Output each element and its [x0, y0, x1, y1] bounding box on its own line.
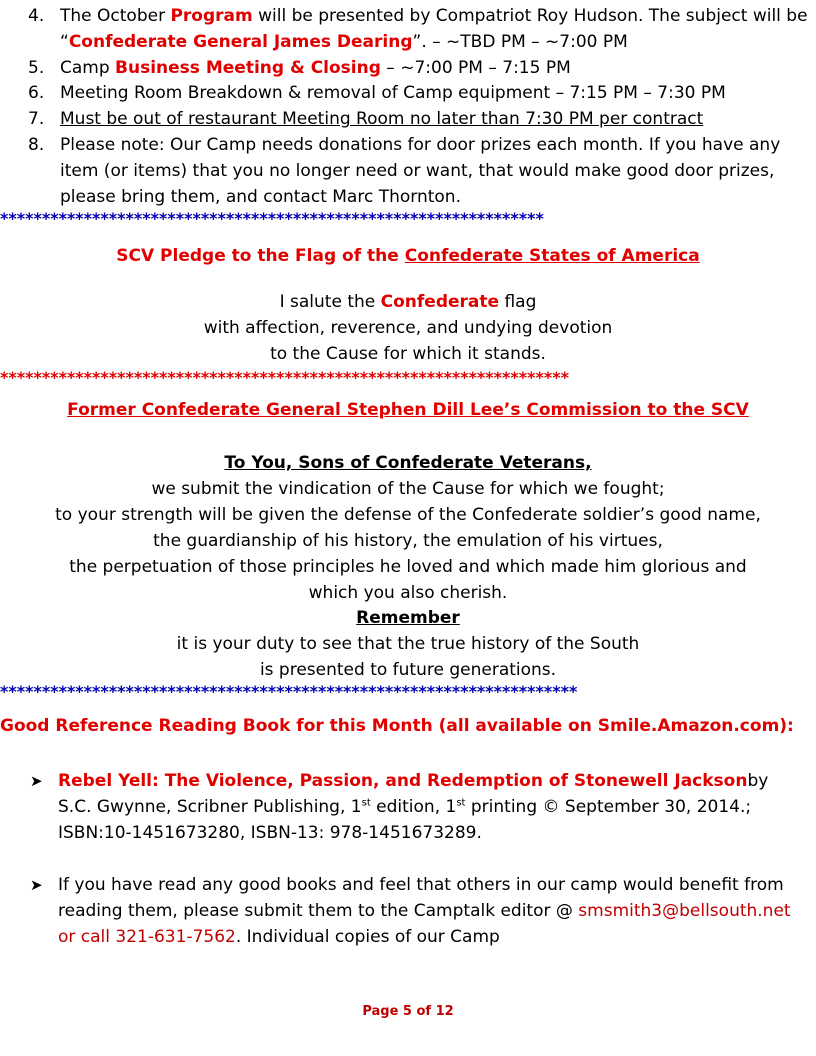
star-divider: ******************************************************************** [0, 369, 569, 387]
book-item-2 [30, 872, 800, 950]
pledge-text: I salute the [279, 292, 381, 312]
csa-link-text: Confederate States of America [404, 246, 700, 266]
books-title: Good Reference Reading Book for this Month (all available on Smile.Amazon.com): [0, 716, 794, 736]
pledge-line-2: with affection, reverence, and undying devotion [203, 318, 613, 338]
agenda-item-5 [28, 56, 808, 82]
heading-text: SCV Pledge to the Flag of the [116, 246, 405, 266]
agenda-list [28, 4, 808, 210]
list-number: 5. [28, 57, 45, 78]
agenda-item-8 [28, 133, 808, 210]
book-details: edition, 1 [370, 797, 457, 817]
agenda-text: Must be out of restaurant Meeting Room no later than 7:30 PM per contract [60, 109, 704, 130]
submission-text: . Individual copies of our Camp [235, 927, 500, 947]
remember-heading: Remember [356, 608, 460, 628]
list-number: 7. [28, 109, 45, 130]
agenda-text: – ~7:00 PM – 7:15 PM [380, 57, 571, 78]
pledge-line-1 [0, 289, 816, 315]
charge-line: to your strength will be given the defense of the Confederate soldier’s good name, [55, 505, 761, 525]
arrow-bullet-icon: ➤ [30, 772, 43, 790]
pledge-heading [0, 243, 816, 269]
charge-line: which you also cherish. [308, 583, 508, 603]
charge-line: the guardianship of his history, the emulation of his virtues, [153, 531, 663, 551]
agenda-text: Meeting Room Breakdown & removal of Camp equipment – 7:15 PM – 7:30 PM [60, 83, 726, 104]
agenda-text: will be presented by Compatriot Roy Hudson. The subject will be “ [60, 6, 808, 52]
list-number: 6. [28, 83, 45, 104]
confederate-highlight: Confederate [380, 292, 500, 312]
program-highlight: Program [170, 6, 253, 26]
business-meeting-highlight: Business Meeting & Closing [115, 57, 381, 78]
list-number: 8. [28, 134, 45, 155]
agenda-item-7 [28, 107, 808, 133]
book-title: Rebel Yell: The Violence, Passion, and Redemption of Stonewell Jackson [58, 771, 748, 791]
arrow-bullet-icon: ➤ [30, 876, 43, 894]
agenda-item-4 [28, 4, 808, 56]
star-divider: ***************************************************************** [0, 210, 544, 228]
charge-line: it is your duty to see that the true history of the South [176, 634, 640, 654]
agenda-text: Camp [60, 57, 116, 78]
agenda-item-6 [28, 81, 808, 107]
superscript: st [361, 797, 371, 809]
submission-text: If you have read any good books and feel that others in our camp would benefit from reading them, please submit them to the Camptalk editor @ [58, 875, 784, 921]
agenda-text: Please note: Our Camp needs donations for door prizes each month. If you have any item (or items) that you no longer need or want, that would make good door prizes, please bring them, and contact Marc Thornton. [60, 134, 781, 207]
agenda-text: The October [60, 6, 171, 26]
subject-highlight: Confederate General James Dearing [68, 31, 413, 52]
book-details: printing © September 30, 2014.; ISBN:10-1451673280, ISBN-13: 978-1451673289. [58, 797, 752, 843]
charge-salutation: To You, Sons of Confederate Veterans, [224, 453, 592, 473]
pledge-text: flag [499, 292, 537, 312]
agenda-text: ”. – ~TBD PM – ~7:00 PM [412, 31, 628, 52]
email-link[interactable]: smsmith3@bellsouth.net or call 321-631-7562 [58, 901, 791, 947]
list-number: 4. [28, 6, 45, 26]
superscript: st [456, 797, 466, 809]
charge-line: is presented to future generations. [259, 660, 557, 680]
book-item-1 [30, 768, 800, 846]
star-divider: ********************************************************************* [0, 683, 578, 701]
pledge-line-3: to the Cause for which it stands. [270, 344, 546, 364]
charge-heading: Former Confederate General Stephen Dill Lee’s Commission to the SCV [67, 400, 749, 420]
book-details: by S.C. Gwynne, Scribner Publishing, 1 [58, 771, 769, 817]
charge-line: the perpetuation of those principles he loved and which made him glorious and [69, 557, 747, 577]
charge-line: we submit the vindication of the Cause for which we fought; [151, 479, 665, 499]
page-number: Page 5 of 12 [362, 1004, 454, 1019]
